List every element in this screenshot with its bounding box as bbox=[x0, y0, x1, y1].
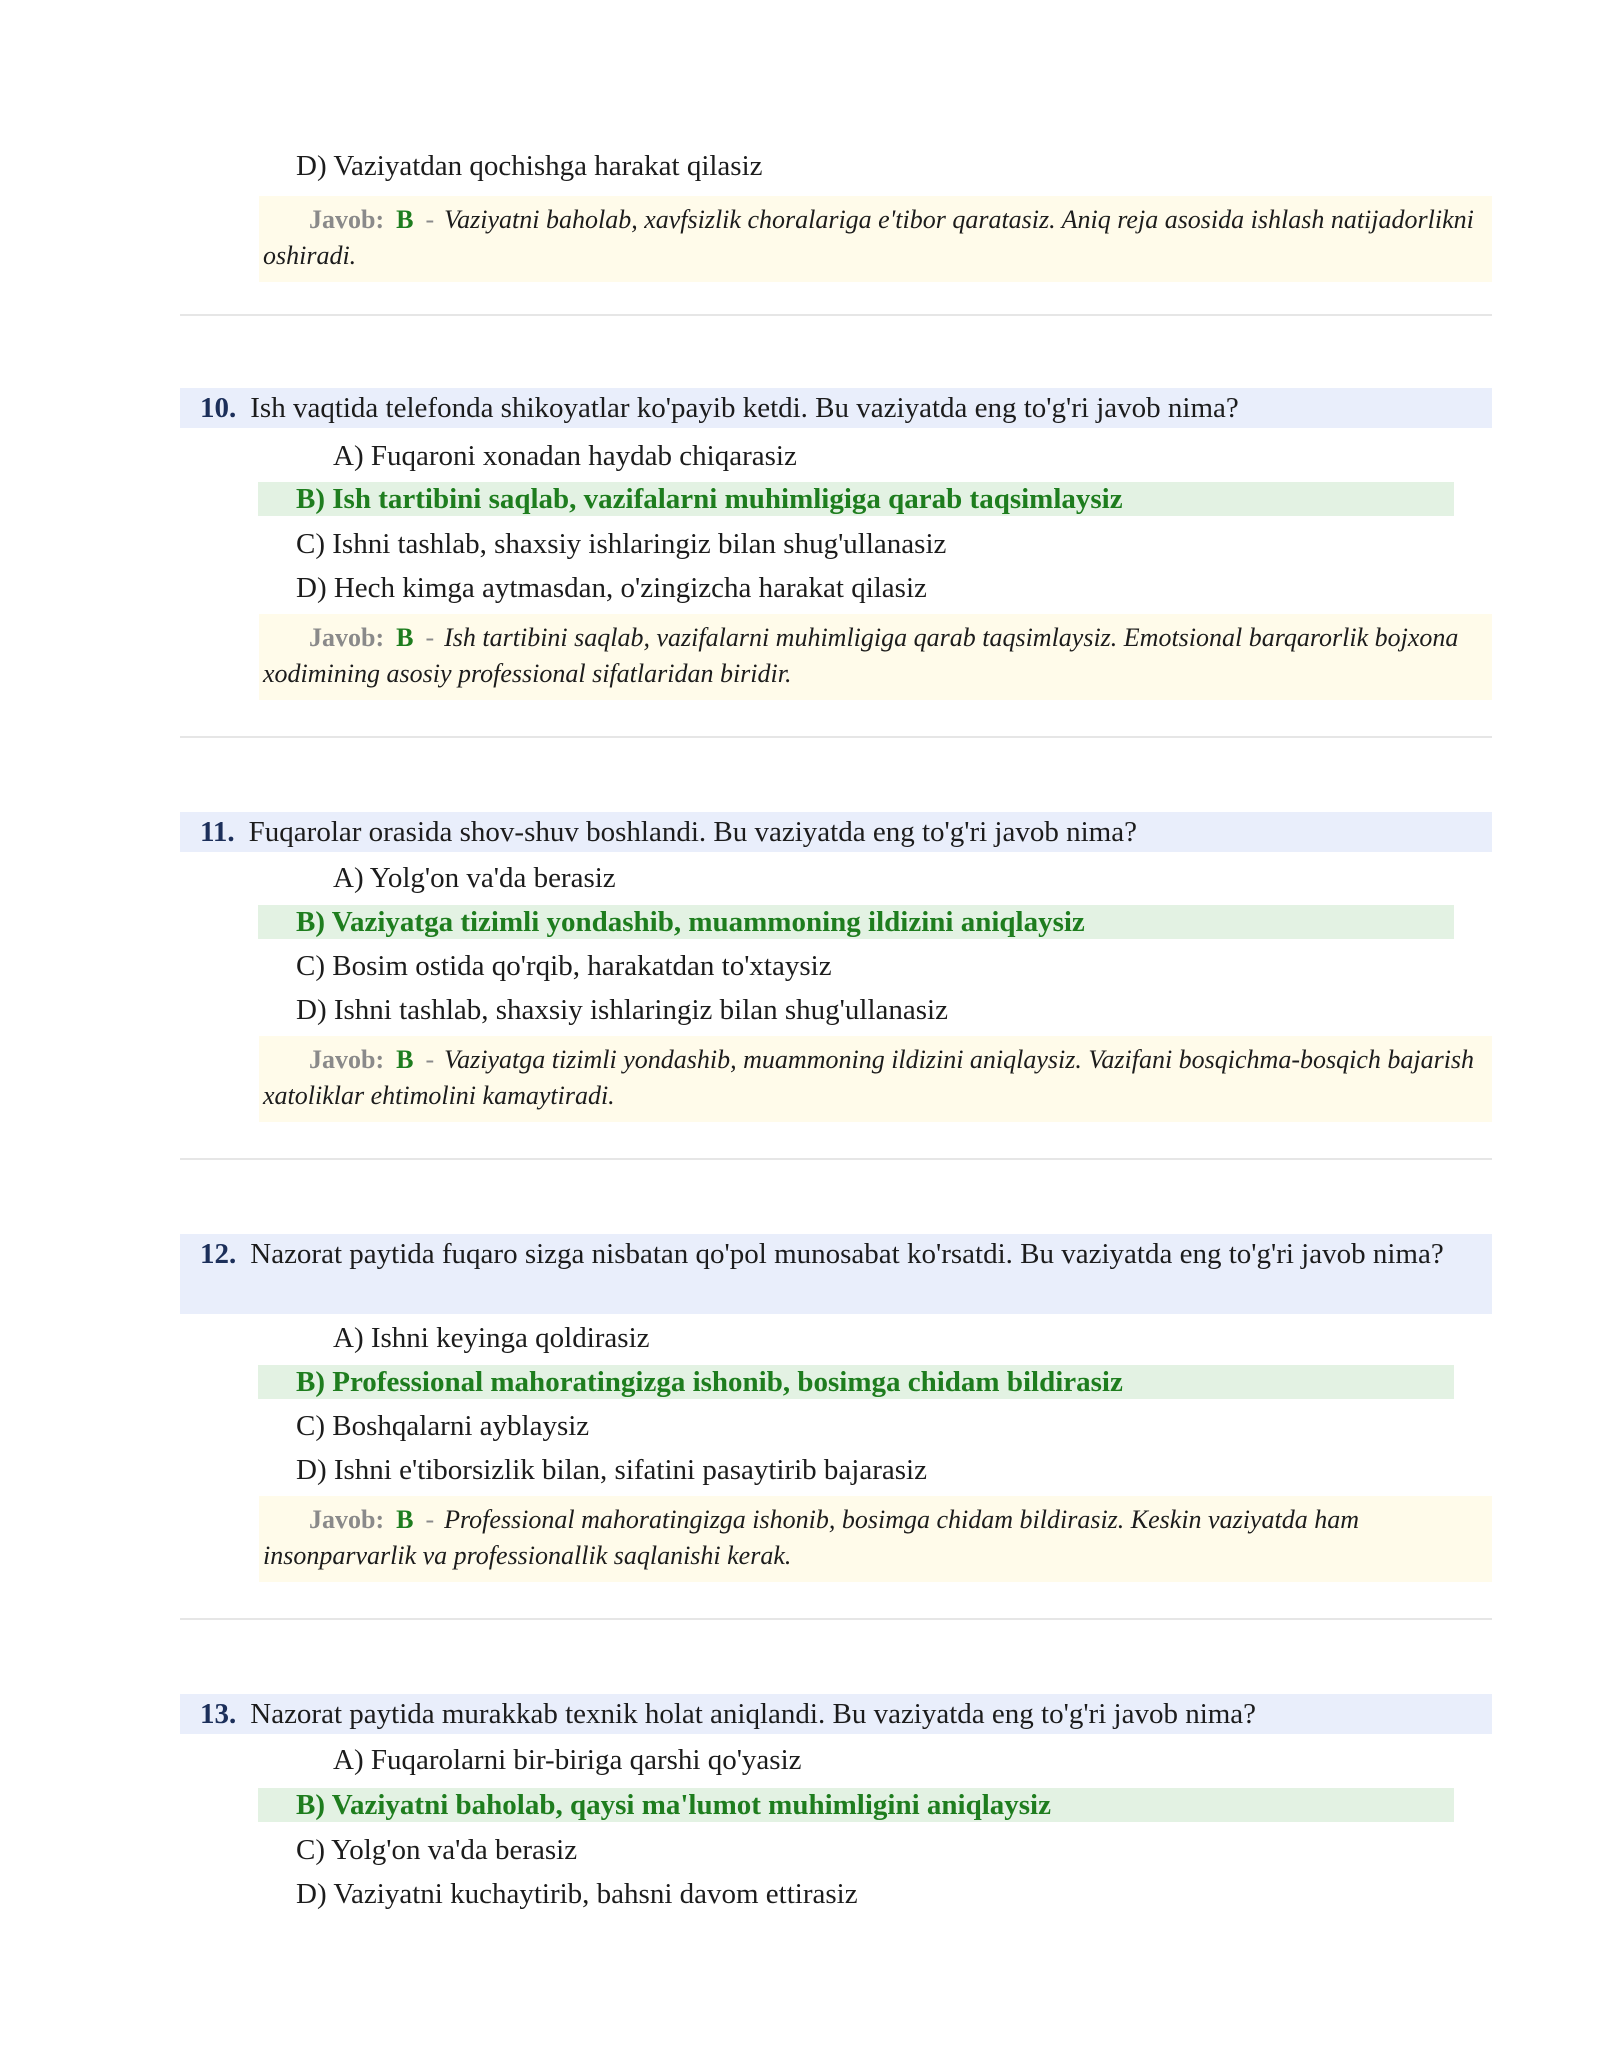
question-13 bbox=[180, 1694, 1492, 1734]
prev-option-d: D) Vaziyatdan qochishga harakat qilasiz bbox=[296, 150, 763, 182]
question-text: Fuqarolar orasida shov-shuv boshlandi. Bu vaziyatda eng to'g'ri javob nima? bbox=[248, 816, 1137, 848]
divider bbox=[180, 1618, 1492, 1620]
question-text: Nazorat paytida fuqaro sizga nisbatan qo'pol munosabat ko'rsatdi. Bu vaziyatda eng to'g'ri javob nima? bbox=[250, 1238, 1444, 1270]
option-a: A) Ishni keyinga qoldirasiz bbox=[333, 1322, 650, 1354]
answer-box bbox=[259, 1496, 1492, 1582]
option-d: D) Ishni e'tiborsizlik bilan, sifatini pasaytirib bajarasiz bbox=[296, 1454, 927, 1486]
answer-dash: - bbox=[425, 1045, 435, 1074]
option-d: D) Hech kimga aytmasdan, o'zingizcha harakat qilasiz bbox=[296, 572, 927, 604]
option-c: C) Ishni tashlab, shaxsiy ishlaringiz bilan shug'ullanasiz bbox=[296, 528, 947, 560]
answer-box bbox=[259, 1036, 1492, 1122]
answer-letter: B bbox=[396, 1505, 414, 1534]
answer-label: Javob: bbox=[309, 205, 385, 234]
answer-label: Javob: bbox=[309, 1505, 385, 1534]
prev-answer-box bbox=[259, 196, 1492, 282]
answer-letter: B bbox=[396, 1045, 414, 1074]
answer-text: Ish tartibini saqlab, vazifalarni muhimligiga qarab taqsimlaysiz. Emotsional barqarorlik bojxona xodimining asosiy professional sifatlaridan biridir. bbox=[263, 623, 1459, 688]
option-a: A) Yolg'on va'da berasiz bbox=[333, 862, 616, 894]
answer-letter: B bbox=[396, 623, 414, 652]
correct-option-b: B) Ish tartibini saqlab, vazifalarni muhimligiga qarab taqsimlaysiz bbox=[258, 482, 1454, 516]
question-number: 12. bbox=[200, 1238, 237, 1270]
question-number: 10. bbox=[200, 392, 237, 424]
option-a: A) Fuqaroni xonadan haydab chiqarasiz bbox=[333, 440, 797, 472]
answer-text: Vaziyatni baholab, xavfsizlik choralariga e'tibor qaratasiz. Aniq reja asosida ishlash natijadorlikni oshiradi. bbox=[263, 205, 1474, 270]
option-d: D) Vaziyatni kuchaytirib, bahsni davom ettirasiz bbox=[296, 1878, 858, 1910]
question-12 bbox=[180, 1234, 1492, 1314]
divider bbox=[180, 1158, 1492, 1160]
option-c: C) Yolg'on va'da berasiz bbox=[296, 1834, 578, 1866]
answer-dash: - bbox=[425, 623, 435, 652]
question-11 bbox=[180, 812, 1492, 852]
correct-option-b: B) Vaziyatga tizimli yondashib, muammoning ildizini aniqlaysiz bbox=[258, 905, 1454, 939]
question-number: 13. bbox=[200, 1698, 237, 1730]
option-c: C) Bosim ostida qo'rqib, harakatdan to'xtaysiz bbox=[296, 950, 832, 982]
question-number: 11. bbox=[200, 816, 235, 848]
option-a: A) Fuqarolarni bir-biriga qarshi qo'yasiz bbox=[333, 1744, 802, 1776]
divider bbox=[180, 736, 1492, 738]
question-text: Nazorat paytida murakkab texnik holat aniqlandi. Bu vaziyatda eng to'g'ri javob nima? bbox=[250, 1698, 1257, 1730]
question-text: Ish vaqtida telefonda shikoyatlar ko'payib ketdi. Bu vaziyatda eng to'g'ri javob nima? bbox=[250, 392, 1239, 424]
answer-text: Professional mahoratingizga ishonib, bosimga chidam bildirasiz. Keskin vaziyatda ham insonparvarlik va professionallik saqlanishi kerak. bbox=[263, 1505, 1359, 1570]
answer-box bbox=[259, 614, 1492, 700]
correct-option-b: B) Vaziyatni baholab, qaysi ma'lumot muhimligini aniqlaysiz bbox=[258, 1788, 1454, 1822]
divider bbox=[180, 314, 1492, 316]
correct-option-b: B) Professional mahoratingizga ishonib, bosimga chidam bildirasiz bbox=[258, 1365, 1454, 1399]
answer-label: Javob: bbox=[309, 1045, 385, 1074]
option-c: C) Boshqalarni ayblaysiz bbox=[296, 1410, 590, 1442]
answer-dash: - bbox=[425, 205, 435, 234]
answer-dash: - bbox=[425, 1505, 435, 1534]
answer-letter: B bbox=[396, 205, 414, 234]
answer-text: Vaziyatga tizimli yondashib, muammoning ildizini aniqlaysiz. Vazifani bosqichma-bosqich bajarish xatoliklar ehtimolini kamaytiradi. bbox=[263, 1045, 1475, 1110]
answer-label: Javob: bbox=[309, 623, 385, 652]
question-10 bbox=[180, 388, 1492, 428]
option-d: D) Ishni tashlab, shaxsiy ishlaringiz bilan shug'ullanasiz bbox=[296, 994, 948, 1026]
